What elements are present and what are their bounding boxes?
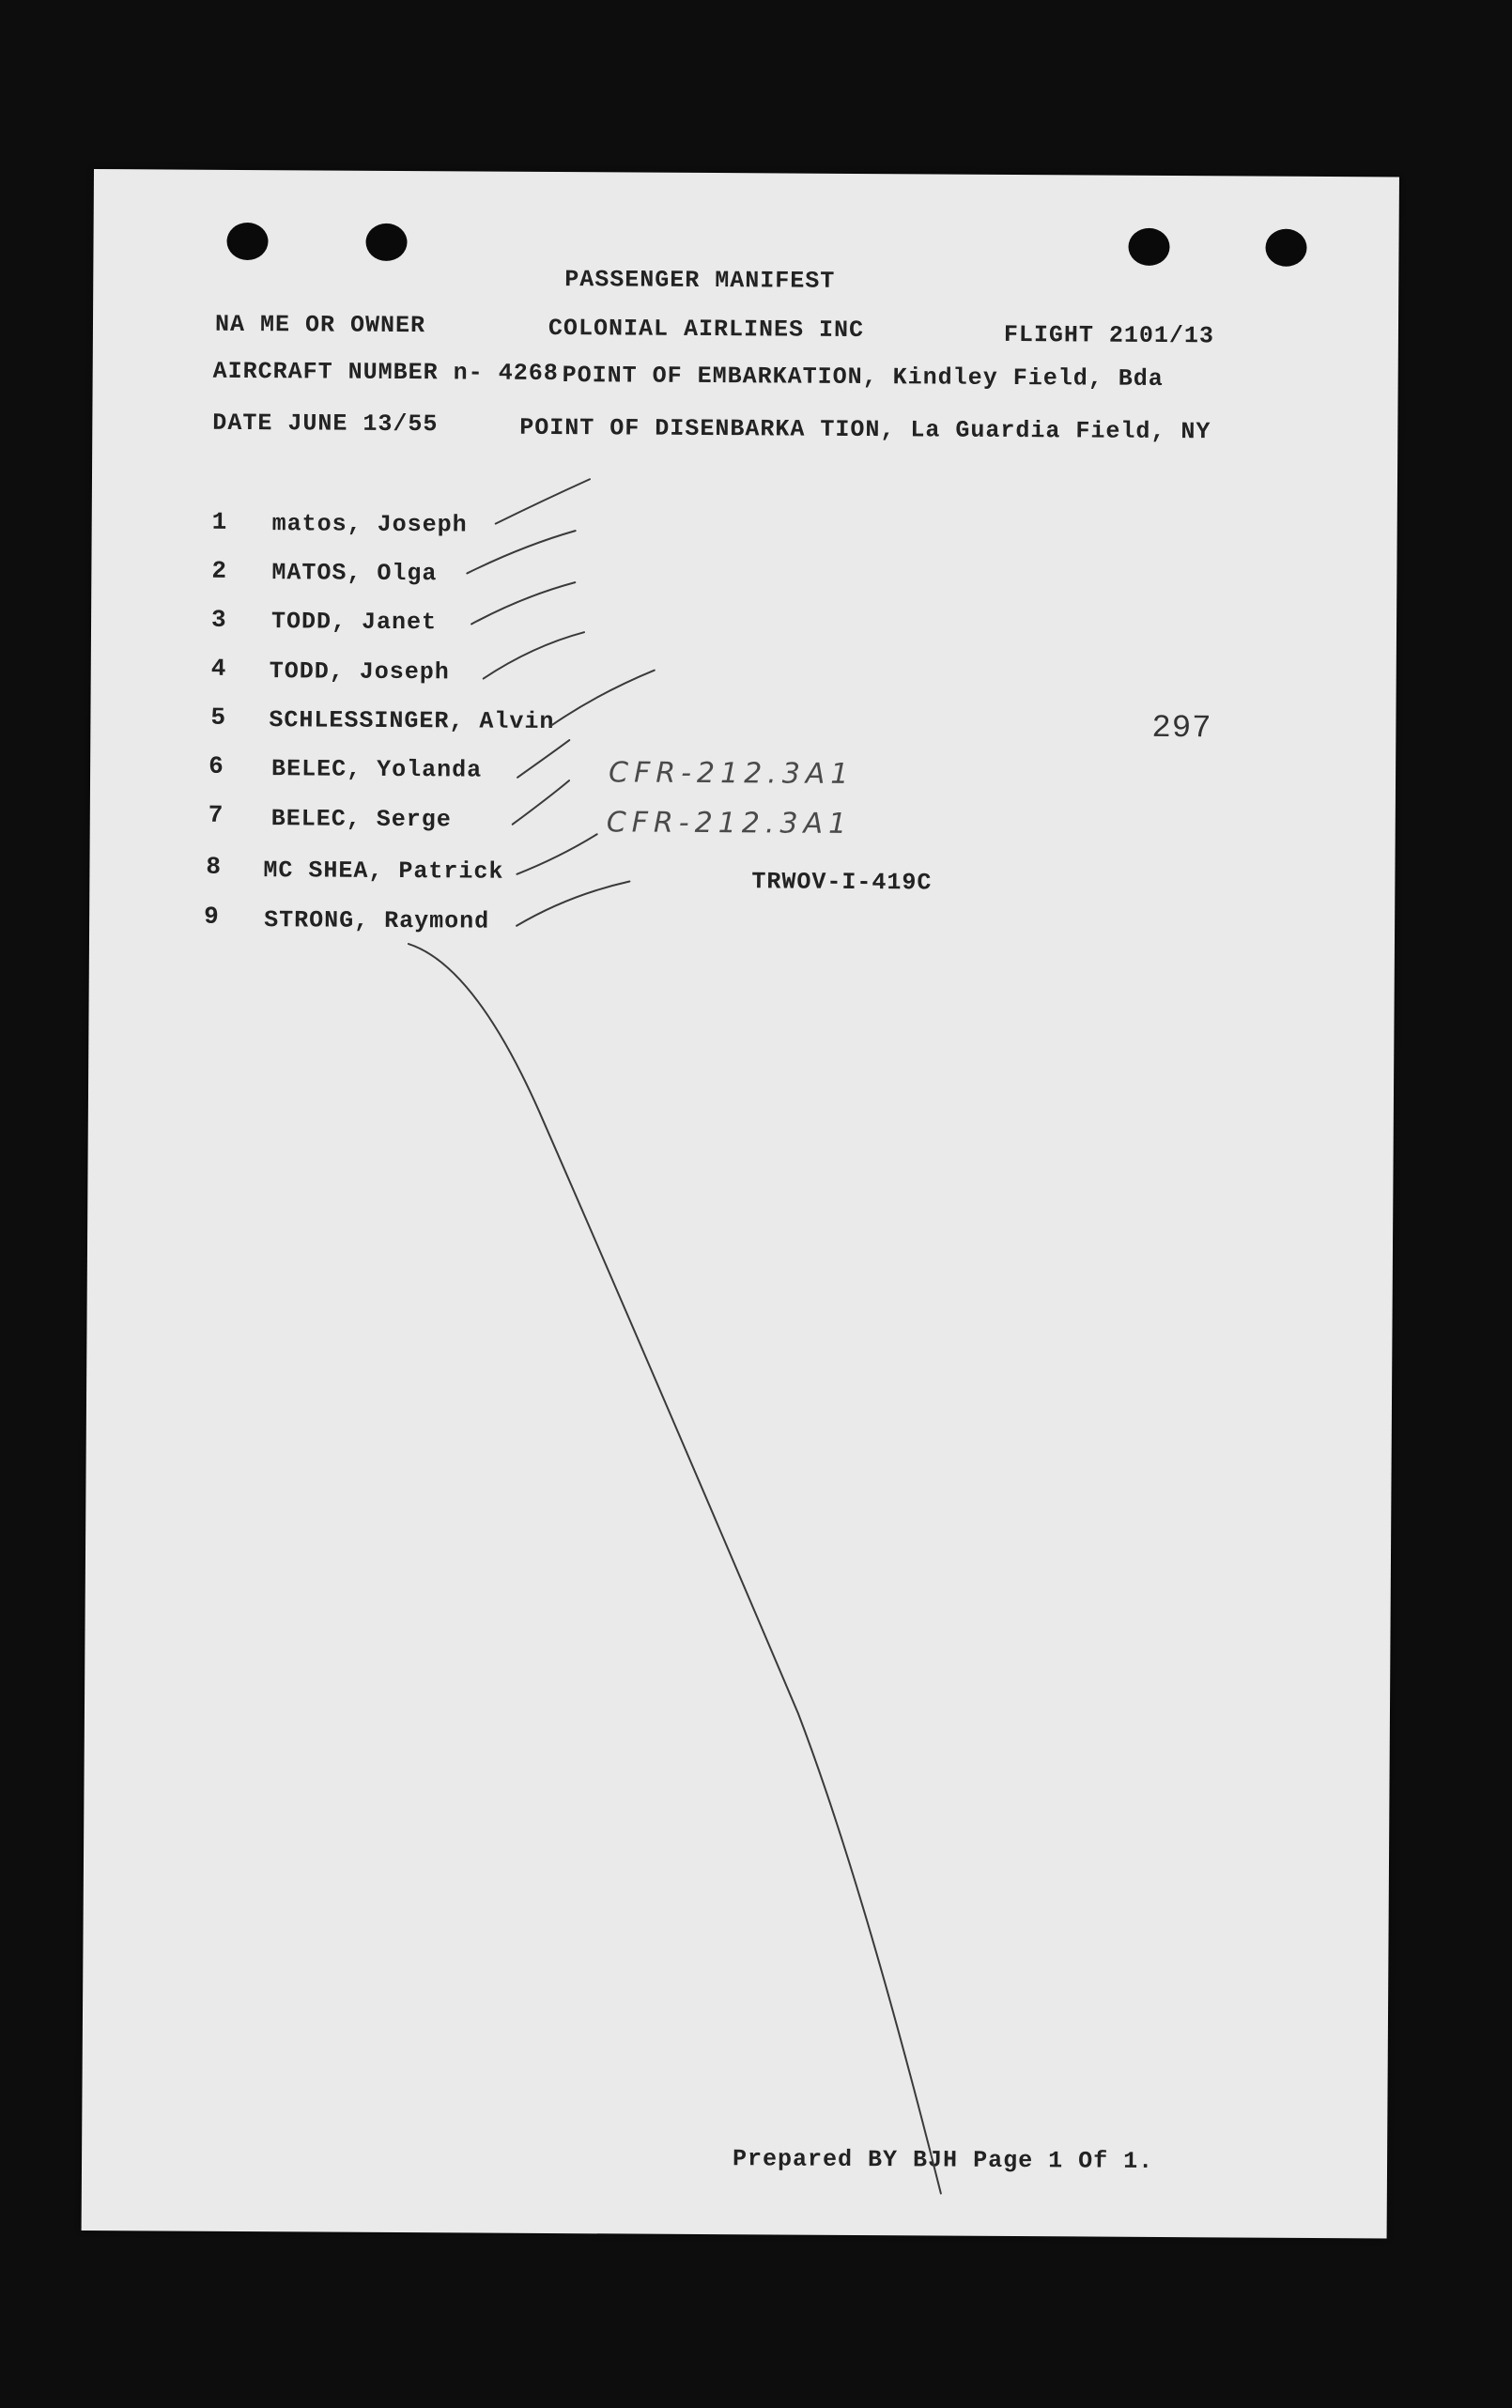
handwritten-cfr-note: CFR-212.3A1 [608,756,855,791]
embarkation-point: POINT OF EMBARKATION, Kindley Field, Bda [562,362,1164,393]
passenger-number: 7 [208,800,224,829]
manifest-sheet [82,169,1399,2238]
passenger-number: 6 [208,751,224,780]
passenger-name: BELEC, Serge [270,805,452,834]
disembarkation-point: POINT OF DISENBARKA TION, La Guardia Field, NY [519,413,1211,446]
passenger-name: matos, Joseph [271,510,468,539]
flight-number: FLIGHT 2101/13 [1003,320,1215,350]
passenger-number: 1 [211,507,227,536]
prepared-by-footer: Prepared BY BJH Page 1 Of 1. [732,2145,1154,2175]
passenger-number: 8 [206,852,222,881]
passenger-name: BELEC, Yolanda [271,755,483,784]
passenger-name: SCHLESSINGER, Alvin [269,706,555,736]
passenger-name: TODD, Janet [270,608,438,637]
manifest-title: PASSENGER MANIFEST [564,266,836,295]
owner-label: NA ME OR OWNER [214,310,426,340]
page-stamp-number: 297 [1151,710,1212,748]
passenger-name: MATOS, Olga [271,559,438,588]
passenger-number: 4 [210,654,226,683]
reference-code: TRWOV-I-419C [751,868,933,897]
passenger-name: STRONG, Raymond [264,906,490,935]
passenger-number: 5 [210,702,226,732]
passenger-name: TODD, Joseph [269,657,450,687]
owner-value: COLONIAL AIRLINES INC [548,314,865,345]
aircraft-number: AIRCRAFT NUMBER n- 4268 [212,357,559,388]
passenger-number: 3 [210,605,226,634]
passenger-name: MC SHEA, Patrick [263,857,504,886]
handwritten-cfr-note: CFR-212.3A1 [606,806,853,841]
flight-date: DATE JUNE 13/55 [212,409,439,439]
passenger-number: 9 [204,902,219,931]
pencil-check-marks [82,169,1399,2238]
passenger-number: 2 [211,556,227,585]
